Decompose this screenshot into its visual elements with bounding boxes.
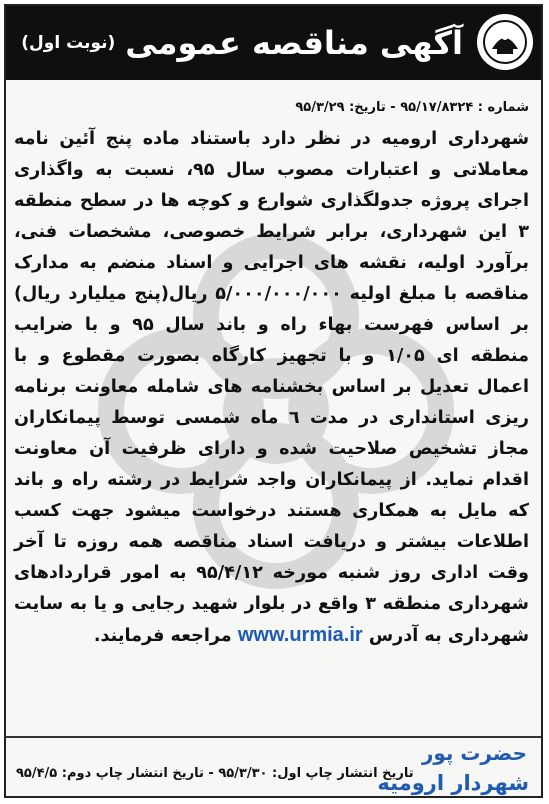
footer-divider [6,736,541,738]
body-closing: مراجعه فرمایند. [93,626,232,646]
notice-title: آگهی مناقصه عمومی [125,24,463,62]
notice-frame [4,4,543,798]
publication-dates: تاریخ انتشار چاپ اول: ۹۵/۳/۳۰ - تاریخ انتشار چاپ دوم: ۹۵/۴/۵ [16,766,414,781]
notice-body [14,124,529,652]
notice-header [6,6,541,80]
reference-number: شماره : ۹۵/۱۷/۸۳۲۴ - تاریخ: ۹۵/۳/۲۹ [295,100,529,115]
municipality-emblem-icon [477,14,533,70]
notice-round: (نوبت اول) [21,33,116,53]
signatory-title: شهردار ارومیه [377,771,529,795]
signatory-name: حضرت پور [421,741,527,765]
header-title-group [23,20,463,66]
body-paragraph: شهرداری ارومیه در نظر دارد باستناد ماده پنج آئین نامه معاملاتی و اعتبارات مصوب سال ۹۵، نسبت به واگذاری اجرای پروژه جدولگذاری شوارع و کوچه ها در سطح منطقه ۳ این شهرداری، برابر شرایط خصوصی، مشخصات فنی، برآورد اولیه، نقشه های اجرایی و اسناد منضم به مدارک مناقصه با مبلغ اولیه ۵/۰۰۰/۰۰۰/۰۰۰ ریال(پنج میلیارد ریال) بر اساس فهرست بهاء راه و باند سال ۹۵ و با ضرایب منطقه ای ۱/۰۵ و با تجهیز کارگاه بصورت مقطوع و با اعمال تعدیل بر اساس بخشنامه های شامله معاونت برنامه ریزی استانداری در مدت ٦ ماه شمسی توسط پیمانکاران مجاز تشخیص صلاحیت شده و دارای ظرفیت آن معاونت اقدام نماید. از پیمانکاران واجد شرایط در رشته راه و باند که مایل به همکاری هستند درخواست میشود جهت کسب اطلاعات بیشتر و دریافت اسناد مناقصه همه روزه تا آخر وقت اداری روز شنبه مورخه ۹۵/۴/۱۲ به امور قراردادهای شهرداری منطقه ۳ واقع در بلوار شهید رجایی و یا به سایت شهرداری به آدرس [14,129,530,646]
website-link[interactable]: www.urmia.ir [237,624,363,646]
